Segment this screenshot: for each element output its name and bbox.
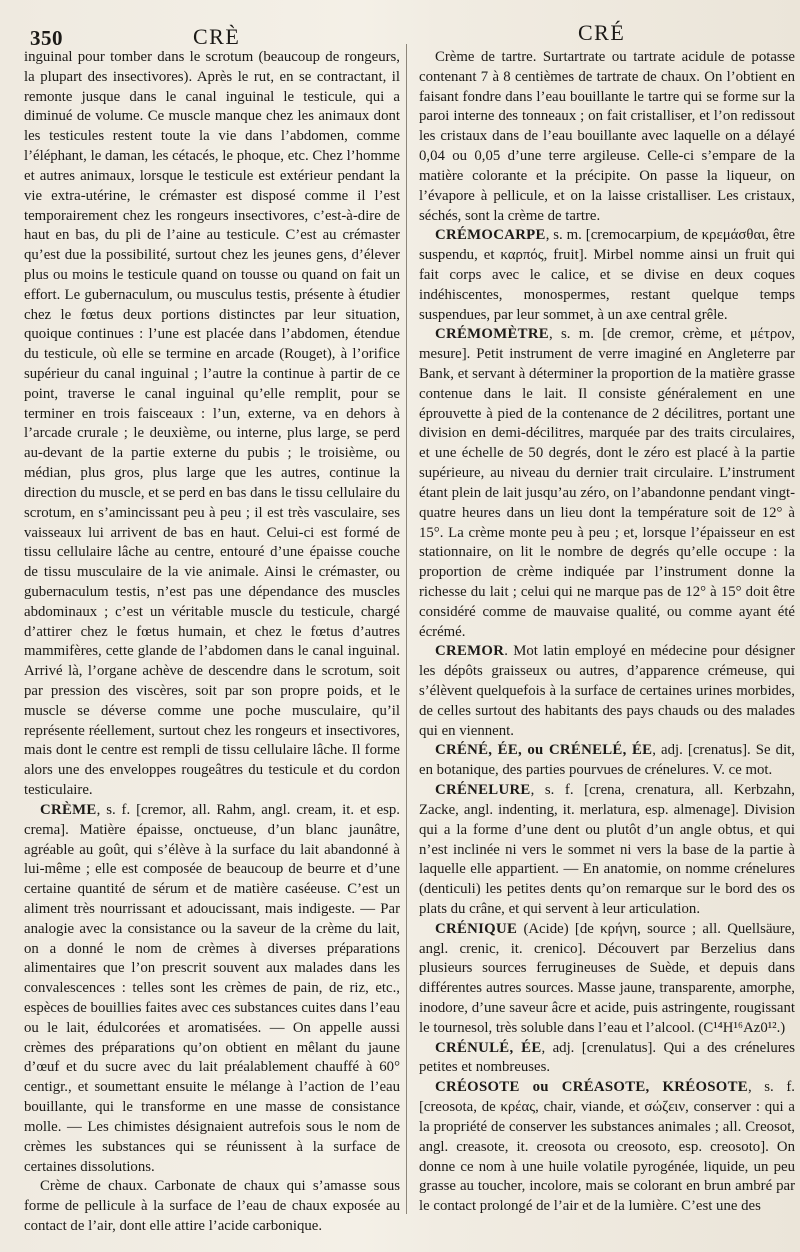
headword: CRÉNELURE bbox=[435, 782, 531, 799]
entry-creme bbox=[24, 801, 400, 1177]
headword: CRÈME bbox=[40, 801, 97, 818]
entry-text: , s. m. [cremocarpium, de κρεμάσθαι, être suspendu, et καρπός, fruit]. Mirbel nomme ainsi un fruit qui fait corps avec le calice, et se divise en deux coques indéhiscentes, monospermes, restant quelque temps suspendues, par leur sommet, à un axe central grêle. bbox=[419, 227, 795, 323]
entry-text: , s. f. [crena, crenatura, all. Kerbzahn, Zacke, angl. indenting, it. merlatura, esp. almenage]. Division qui a la forme d’une dent ou plutôt d’un angle obtus, et qui n’est inclinée ni vers le sommet ni vers la base de la partie à laquelle elle appartient. — En anatomie, on nomme crénelures (denticuli) les petites dents qu’on remarque sur le bord des os plats du crâne, et qui servent à leur articulation. bbox=[419, 782, 795, 917]
headword: CRÉMOMÈTRE bbox=[435, 326, 549, 343]
entry-text: Crème de tartre. Surtartrate ou tartrate acidule de potasse contenant 7 à 8 centièmes de tartrate de chaux. On l’obtient en faisant fondre dans l’eau bouillante le tartre qui se forme sur la paroi interne des tonneaux ; on fait cristalliser, et l’on redissout les cristaux dans de l’eau bouillante avec laquelle on a délayé 0,04 ou 0,05 d’une terre argileuse. Celle-ci s’empare de la matière colorante et la précipite. On passe la liqueur, on l’évapore à pellicule, et on la laisse cristalliser. Les cristaux, séchés, sont la crème de tartre. bbox=[419, 49, 795, 224]
entry-crene bbox=[419, 741, 795, 781]
entry-text: (Acide) [de κρήνη, source ; all. Quellsäure, angl. crenic, it. crenico]. Découvert par Berzelius dans plusieurs sources ferrugineuses de Suède, et depuis dans différentes autres sources. Masse jaune, transparente, amorphe, inodore, d’une saveur âcre et acide, puis astringente, rougissant le tournesol, très soluble dans l’eau et l’alcool. (C¹⁴H¹⁶Az0¹².) bbox=[419, 920, 795, 1036]
entry-text: , s. f. [creosota, de κρέας, chair, viande, et σώζειν, conserver : qui a la propriété de conserver les substances animales ; all. Creosot, angl. creasote, it. creosota ou creosoto, esp. creosoto]. On donne ce nom à une huile volatile pyrogénée, liquide, un peu grasse au toucher, incolore, mais se colorant en brun ambré par le contact prolongé de l’air et de la lumière. C’est une des bbox=[419, 1079, 796, 1215]
headword: CRÉNIQUE bbox=[435, 920, 518, 937]
running-head-right: CRÉ bbox=[578, 20, 626, 45]
entry-crenule bbox=[419, 1039, 795, 1079]
entry-cremor bbox=[419, 642, 795, 741]
continuation-paragraph bbox=[24, 48, 400, 801]
entry-crenique bbox=[419, 920, 795, 1039]
entry-crenelure bbox=[419, 781, 795, 920]
entry-creme-de-chaux bbox=[24, 1177, 400, 1236]
headword: CRÉNÉ, ÉE, ou CRÉNELÉ, ÉE bbox=[435, 742, 653, 759]
entry-text: , adj. [crenatus]. Se dit, en botanique, des parties pourvues de crénelures. V. ce mot. bbox=[419, 742, 795, 779]
column-divider bbox=[406, 44, 407, 1214]
entry-creosote bbox=[419, 1078, 795, 1217]
entry-text: . Mot latin employé en médecine pour désigner les dépôts graisseux ou autres, d’apparence crémeuse, qui s’élèvent quelquefois à la surface de certaines urines morbides, de celles surtout des habitants des pays chauds ou des malades qui en viennent. bbox=[419, 643, 795, 739]
headword: CREMOR bbox=[435, 643, 505, 660]
headword: CRÉMOCARPE bbox=[435, 227, 546, 244]
entry-text: , s. m. [de cremor, crème, et μέτρον, mesure]. Petit instrument de verre imaginé en Angleterre par Bank, et servant à déterminer la proportion de la matière grasse contenue dans le lait. Il consiste généralement en une éprouvette à pied de la contenance de 2 décilitres, portant une division en demi-décilitres, marquée par des traits circulaires, et une échelle de 50 degrés, dont le zéro est placé à la partie supérieure, au niveau du dernier trait circulaire. L’instrument étant plein de lait jusqu’au zéro, on l’abandonne pendant vingt-quatre heures dans un lieu dont la température soit de 12° à 15°. La crème monte peu à peu ; et, lorsque l’épaisseur en est stationnaire, on lit le nombre de degrés qu’elle occupe : la proportion de crème indiquée par l’instrument donne la richesse du lait ; celui qui ne marque pas de 12° à 15° doit être considéré comme de mauvaise qualité, ou comme ayant été écrémé. bbox=[419, 326, 795, 640]
entry-text: Crème de chaux. Carbonate de chaux qui s’amasse sous forme de pellicule à la surface de l’eau de chaux exposée au contact de l’air, dont elle attire l’acide carbonique. bbox=[24, 1178, 400, 1234]
left-column bbox=[24, 48, 400, 1237]
entry-text: , s. f. [cremor, all. Rahm, angl. cream, it. et esp. crema]. Matière épaisse, onctueuse, d’un blanc jaunâtre, agréable au goût, qui s’élève à la surface du lait abandonné à lui-même ; elle est composée de beaucoup de beurre et d’une certaine quantité de sérum et de matière caséeuse. C’est un aliment très nourrissant et adoucissant, mais indigeste. — Par analogie avec la consistance ou la saveur de la crème du lait, on a donné le nom de crèmes à diverses préparations alimentaires que l’on prescrit souvent aux malades dans les convalescences : telles sont les crèmes de pain, de riz, etc., espèces de bouillies faites avec ces substances cuites dans l’eau ou le lait, édulcorées et aromatisées. — On appelle aussi crèmes des préparations qu’on obtient en mêlant du jaune d’œuf et du sucre avec du lait préalablement chauffé à 60° centigr., et soumettant ensuite le mélange à l’action de l’eau bouillante, qui le transforme en une masse de consistance molle. — Les chimistes désignaient autrefois sous le nom de crèmes les substances qui se réunissent à la surface de certaines dissolutions. bbox=[24, 801, 400, 1175]
entry-cremocarpe bbox=[419, 226, 795, 325]
entry-creme-de-tartre bbox=[419, 48, 795, 226]
headword: CRÉOSOTE ou CRÉASOTE, KRÉOSOTE bbox=[435, 1079, 748, 1096]
entry-text: , adj. [crenulatus]. Qui a des crénelures petites et nombreuses. bbox=[419, 1039, 796, 1076]
running-head-left: CRÈ bbox=[193, 24, 241, 49]
headword: CRÉNULÉ, ÉE bbox=[435, 1039, 542, 1056]
page-number: 350 bbox=[30, 26, 63, 50]
entry-cremometre bbox=[419, 325, 795, 642]
entry-text: inguinal pour tomber dans le scrotum (beaucoup de rongeurs, la plupart des insectivores). Après le rut, en se contractant, il remonte jusque dans le canal inguinal le testicule, qui a diminué de volume. Ce muscle manque chez les animaux dont les testicules restent toute la vie dans l’abdomen, comme l’éléphant, le daman, les cétacés, le phoque, etc. Chez l’homme et autres animaux, lorsque le testicule est extérieur pendant la vie extra-utérine, le crémaster est disposé comme il l’est temporairement chez les rongeurs insectivores, c’est-à-dire de haut en bas, du pli de l’aine au testicule. C’est au crémaster qu’est due la possibilité, surtout chez les jeunes gens, d’élever plus ou moins le testicule quand on tousse ou quand on fait un effort. Le gubernaculum, ou musculus testis, présente à étudier chez le fœtus deux portions distinctes par leur situation, quoique continues : l’une est placée dans l’abdomen, étendue du testicule, où elle se termine en arcade (Rouget), à l’orifice supérieur du canal inguinal ; l’autre la continue à partir de ce point, traverse le canal inguinal qu’elle remplit, pour se terminer en trois faisceaux : l’un, externe, va en dehors à l’arcade crurale ; le deuxième, ou interne, plus large, se perd au-devant de la partie externe du pubis ; le troisième, ou médian, plus gros, plus large que les autres, continue la direction du muscle, et se perd en bas dans le tissu cellulaire du scrotum, en s’amincissant peu à peu ; il est très vasculaire, ses vaisseaux lui arrivent de bas en haut. Celui-ci est formé de tissu cellulaire lâche au centre, entouré d’une épaisse couche de tissu musculaire de la vie animale. Ainsi le crémaster, ou gubernaculum testis, n’est pas une dépendance des muscles abdominaux ; c’est un véritable muscle du testicule, chargé d’attirer chez le fœtus humain, et chez le fœtus d’autres mammifères, cette glande de l’abdomen dans le canal inguinal. Arrivé là, l’organe achève de descendre dans le scrotum, soit par pression des viscères, soit par son propre poids, et le muscle se déverse comme une poche musculaire, qu’il représente réellement, surtout chez les rongeurs et insectivores, mais dont le centre est rempli de tissu cellulaire lâche. Il forme alors une des enveloppes rougeâtres du testicule et du cordon testiculaire. bbox=[24, 49, 400, 799]
right-column bbox=[419, 48, 795, 1217]
page-header bbox=[0, 18, 800, 50]
